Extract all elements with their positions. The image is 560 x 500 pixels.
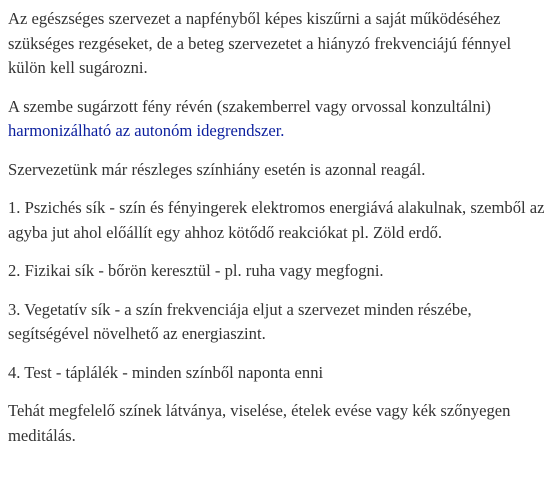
paragraph-light-into-eye [8,95,552,144]
list-item-vegetative-plane: 3. Vegetatív sík - a szín frekvenciája eljut a szervezet minden részébe, segítségével növelhető az energiaszint. [8,299,472,343]
list-item-physical-plane: 2. Fizikai sík - bőrön keresztül - pl. ruha vagy megfogni. [8,261,384,280]
autonomic-nervous-system-link[interactable]: harmonizálható az autonóm idegrendszer. [8,121,285,140]
list-item-psychic-plane: 1. Pszichés sík - szín és fényingerek elektromos energiává alakulnak, szemből az agyba jut ahol előállít egy ahhoz kötődő reakciókat pl. Zöld erdő. [8,198,545,242]
paragraph-light-into-eye-text: A szembe sugárzott fény révén (szakemberrel vagy orvossal konzultálni) [8,96,491,116]
paragraph-healthy-organism: Az egészséges szervezet a napfényből képes kiszűrni a saját működéséhez szükséges rezgéseket, de a beteg szervezetet a hiányzó frekvenciájú fénnyel külön kell sugározni. [8,9,512,77]
paragraph-conclusion: Tehát megfelelő színek látványa, viselése, ételek evése vagy kék szőnyegen meditálás. [8,401,511,445]
paragraph-color-deficiency: Szervezetünk már részleges színhiány esetén is azonnal reagál. [8,159,426,179]
list-item-body-food: 4. Test - táplálék - minden színből naponta enni [8,362,324,382]
